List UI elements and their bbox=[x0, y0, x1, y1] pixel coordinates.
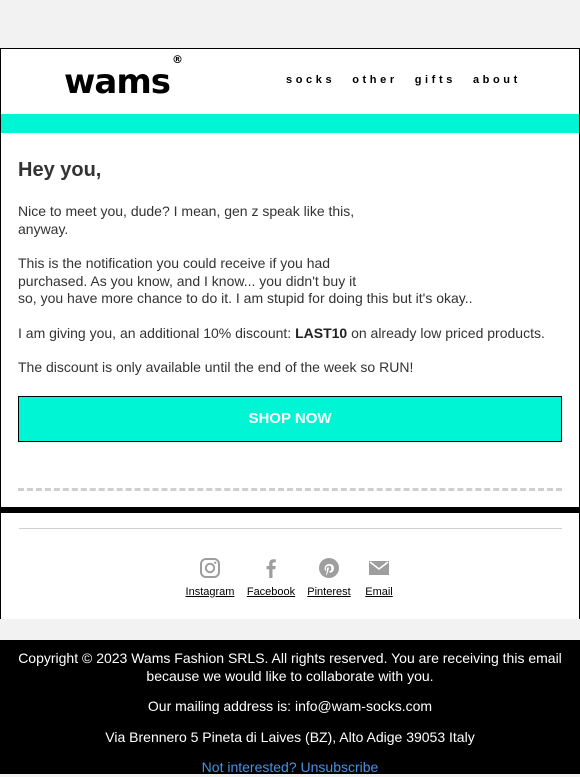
legal-footer bbox=[0, 640, 580, 774]
email-icon bbox=[368, 557, 390, 579]
pinterest-icon bbox=[318, 557, 340, 579]
social-facebook[interactable] bbox=[243, 557, 299, 598]
message-body bbox=[1, 133, 579, 507]
facebook-icon bbox=[260, 557, 282, 579]
nav-item-about[interactable]: about bbox=[472, 74, 521, 86]
instagram-link[interactable]: Instagram bbox=[185, 585, 235, 598]
social-instagram[interactable] bbox=[181, 557, 239, 598]
brand-logo[interactable] bbox=[64, 52, 183, 102]
email-card bbox=[0, 48, 580, 619]
accent-bar bbox=[1, 114, 579, 133]
unsubscribe-link[interactable]: Not interested? Unsubscribe bbox=[201, 759, 379, 775]
mailing-address: Our mailing address is: info@wam-socks.com bbox=[147, 698, 433, 714]
shop-now-button[interactable]: SHOP NOW bbox=[18, 396, 562, 442]
social-footer bbox=[1, 513, 579, 619]
social-email[interactable] bbox=[359, 557, 399, 598]
pinterest-link[interactable]: Pinterest bbox=[307, 585, 351, 598]
top-nav bbox=[286, 74, 538, 86]
footer-rule bbox=[19, 528, 562, 529]
instagram-icon bbox=[199, 557, 221, 579]
notification-paragraph: This is the notification you could receive if you had purchased. As you know, and I know... you didn't buy it so, you have more chance to do it. I am stupid for doing this but it's okay.. bbox=[18, 255, 473, 306]
intro-paragraph: Nice to meet you, dude? I mean, gen z speak like this, anyway. bbox=[18, 203, 355, 237]
nav-item-gifts[interactable]: gifts bbox=[414, 74, 456, 86]
postal-address: Via Brennero 5 Pineta di Laives (BZ), Alto Adige 39053 Italy bbox=[105, 728, 475, 745]
header bbox=[1, 49, 579, 114]
registered-mark: ® bbox=[172, 52, 183, 66]
discount-paragraph: I am giving you, an additional 10% discount: LAST10 on already low priced products. bbox=[18, 324, 545, 341]
urgency-paragraph: The discount is only available until the end of the week so RUN! bbox=[18, 359, 414, 375]
social-pinterest[interactable] bbox=[303, 557, 355, 598]
email-link[interactable]: Email bbox=[365, 585, 393, 598]
greeting-heading: Hey you, bbox=[18, 159, 102, 181]
facebook-link[interactable]: Facebook bbox=[246, 585, 296, 598]
copyright-text: Copyright © 2023 Wams Fashion SRLS. All rights reserved. You are receiving this email because we would like to collaborate with you. bbox=[18, 650, 562, 684]
logo-text: wams bbox=[64, 62, 171, 102]
discount-code: LAST10 bbox=[295, 324, 348, 341]
nav-item-other[interactable]: other bbox=[352, 74, 398, 86]
nav-item-socks[interactable]: socks bbox=[286, 74, 336, 86]
